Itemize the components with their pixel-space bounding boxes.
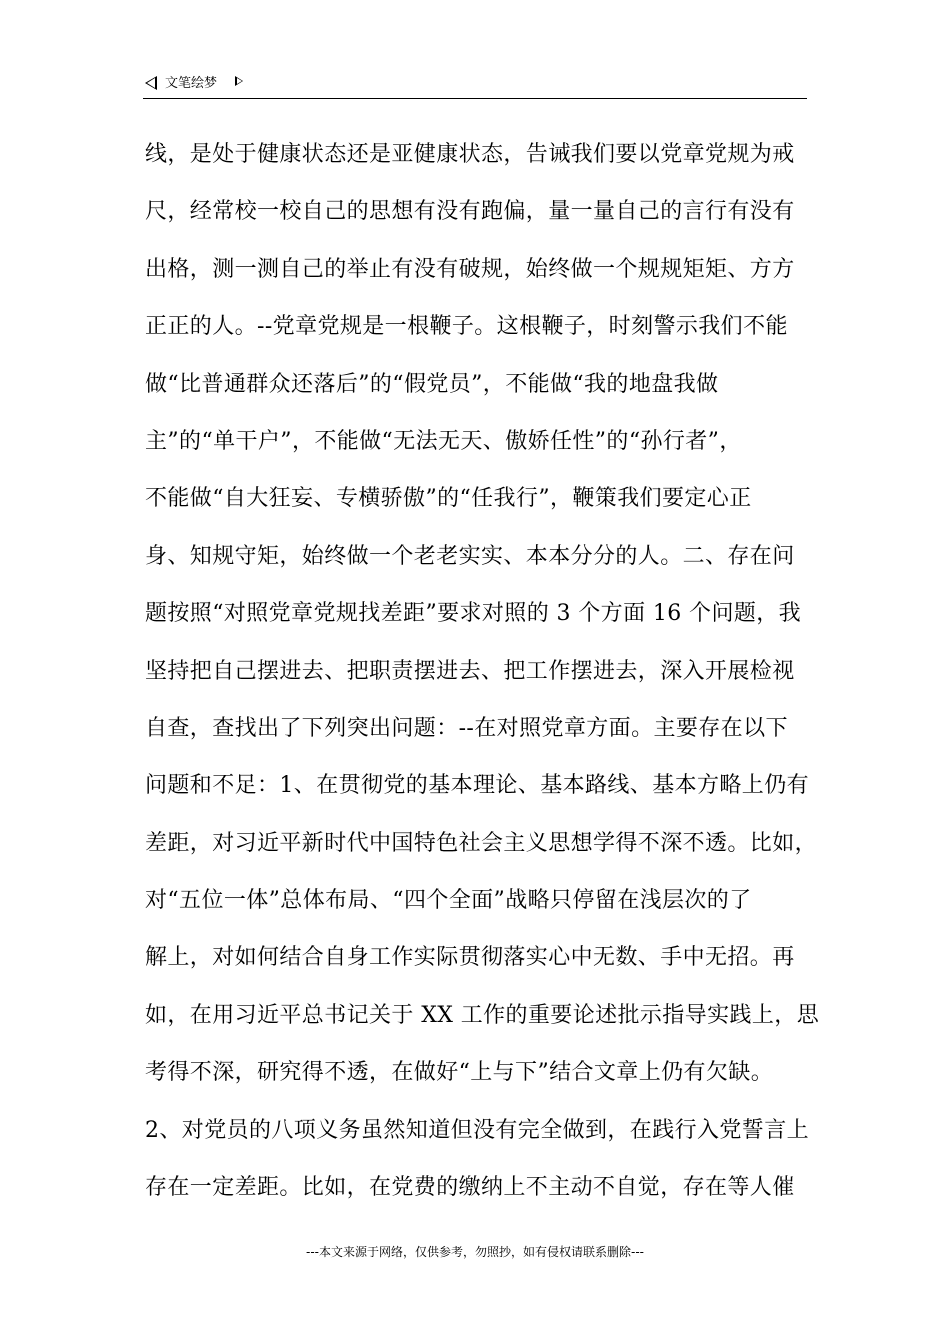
body-line: 不能做“自大狂妄、专横骄傲”的“任我行”，鞭策我们要定心正 — [145, 486, 752, 512]
body-line: 出格，测一测自己的举止有没有破规，始终做一个规规矩矩、方方 — [145, 256, 795, 282]
body-line: 做“比普通群众还落后”的“假党员”，不能做“我的地盘我做 — [145, 371, 719, 397]
body-line: 2、对党员的八项义务虽然知道但没有完全做到，在践行入党誓言上 — [145, 1117, 809, 1143]
body-line: 身、知规守矩，始终做一个老老实实、本本分分的人。二、存在问 — [145, 543, 795, 569]
body-line: 存在一定差距。比如，在党费的缴纳上不主动不自觉，存在等人催 — [145, 1175, 795, 1201]
body-line: 题按照“对照党章党规找差距”要求对照的 3 个方面 16 个问题，我 — [145, 601, 802, 627]
body-line: 坚持把自己摆进去、把职责摆进去、把工作摆进去，深入开展检视 — [145, 658, 795, 684]
body-line: 如，在用习近平总书记关于 XX 工作的重要论述批示指导实践上，思 — [145, 1002, 820, 1028]
body-line: 主”的“单干户”，不能做“无法无天、傲娇任性”的“孙行者”， — [145, 428, 742, 454]
body-line: 解上，对如何结合自身工作实际贯彻落实心中无数、手中无招。再 — [145, 945, 795, 971]
body-line: 差距，对习近平新时代中国特色社会主义思想学得不深不透。比如， — [145, 830, 818, 856]
header-title: 文笔绘梦 — [165, 76, 218, 91]
body-line: 问题和不足：1、在贯彻党的基本理论、基本路线、基本方略上仍有 — [145, 773, 809, 799]
body-line: 尺，经常校一校自己的思想有没有跑偏，量一量自己的言行有没有 — [145, 199, 795, 225]
body-line: 考得不深，研究得不透，在做好“上与下”结合文章上仍有欠缺。 — [145, 1060, 774, 1086]
body-line: 正正的人。--党章党规是一根鞭子。这根鞭子，时刻警示我们不能 — [145, 314, 788, 340]
triangle-left-outline-icon — [145, 76, 157, 90]
body-line: 对“五位一体”总体布局、“四个全面”战略只停留在浅层次的了 — [145, 888, 752, 914]
body-line: 自查，查找出了下列突出问题：--在对照党章方面。主要存在以下 — [145, 715, 788, 741]
body-line: 线，是处于健康状态还是亚健康状态，告诫我们要以党章党规为戒 — [145, 142, 795, 167]
footer-disclaimer: ---本文来源于网络，仅供参考，勿照抄，如有侵权请联系删除--- — [306, 1245, 644, 1259]
triangle-right-outline-icon — [235, 76, 243, 86]
page-header — [143, 72, 807, 99]
document-body — [145, 126, 825, 1216]
